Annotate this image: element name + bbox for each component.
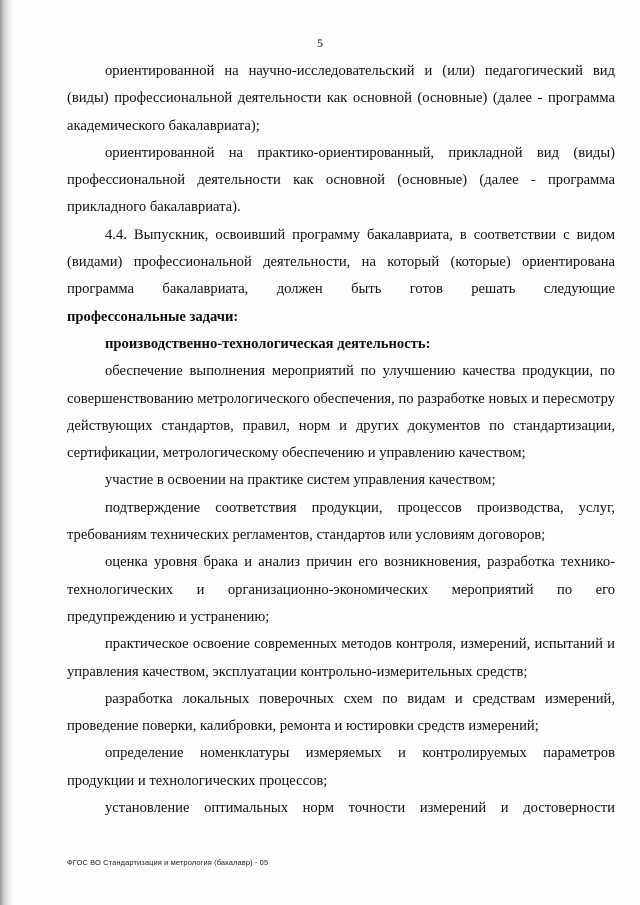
paragraph-1: ориентированной на научно-исследовательский и (или) педагогический вид (виды) профессиональной деятельности как основной (основные) (далее - программа академического бакалавриата); (67, 63, 615, 134)
paragraph-8: подтверждение соответствия продукции, процессов производства, услуг, требованиям технических регламентов, стандартов или условиям договоров; (67, 499, 615, 544)
subheading-production-activity: производственно-технологическая деятельность: (105, 335, 431, 352)
paragraph-2: ориентированной на практико-ориентированный, прикладной вид (виды) профессиональной деятельности как основной (основные) (далее - программа прикладного бакалавриата). (67, 144, 615, 216)
section-heading-tasks: профессональные задачи: (67, 308, 239, 325)
paragraph-11: разработка локальных поверочных схем по видам и средствам измерений, проведение поверки, калибровки, ремонта и юстировки средств измерений; (67, 690, 615, 735)
paragraph-6: обеспечение выполнения мероприятий по улучшению качества продукции, по совершенствованию метрологического обеспечения, по разработке новых и пересмотру действующих стандартов, правил, норм и других документов по стандартизации, сертификации, метрологическому обеспечению и управлению качеством; (67, 363, 615, 462)
scan-edge-shadow (0, 0, 14, 905)
document-body (67, 58, 615, 822)
paragraph-12: определение номенклатуры измеряемых и контролируемых параметров продукции и технологических процессов; (67, 745, 615, 789)
paragraph-9: оценка уровня брака и анализ причин его возникновения, разработка технико-технологических и организационно-экономических мероприятий по его предупреждению и устранению; (67, 554, 615, 625)
page-number: 5 (317, 36, 323, 50)
paragraph-13: установление оптимальных норм точности измерений и достоверности (105, 800, 615, 817)
paragraph-7: участие в освоении на практике систем управления качеством; (105, 472, 496, 489)
paragraph-10: практическое освоение современных методов контроля, измерений, испытаний и управления качеством, эксплуатации контрольно-измерительных средств; (67, 636, 615, 680)
footer-document-code: ФГОС ВО Стандартизация и метрология (бакалавр) - 05 (67, 858, 269, 867)
paragraph-3: 4.4. Выпускник, освоивший программу бакалавриата, в соответствии с видом (видами) профессиональной деятельности, на который (которые) ориентирована программа бакалавриата, должен быть готов решать следующие (67, 226, 615, 298)
